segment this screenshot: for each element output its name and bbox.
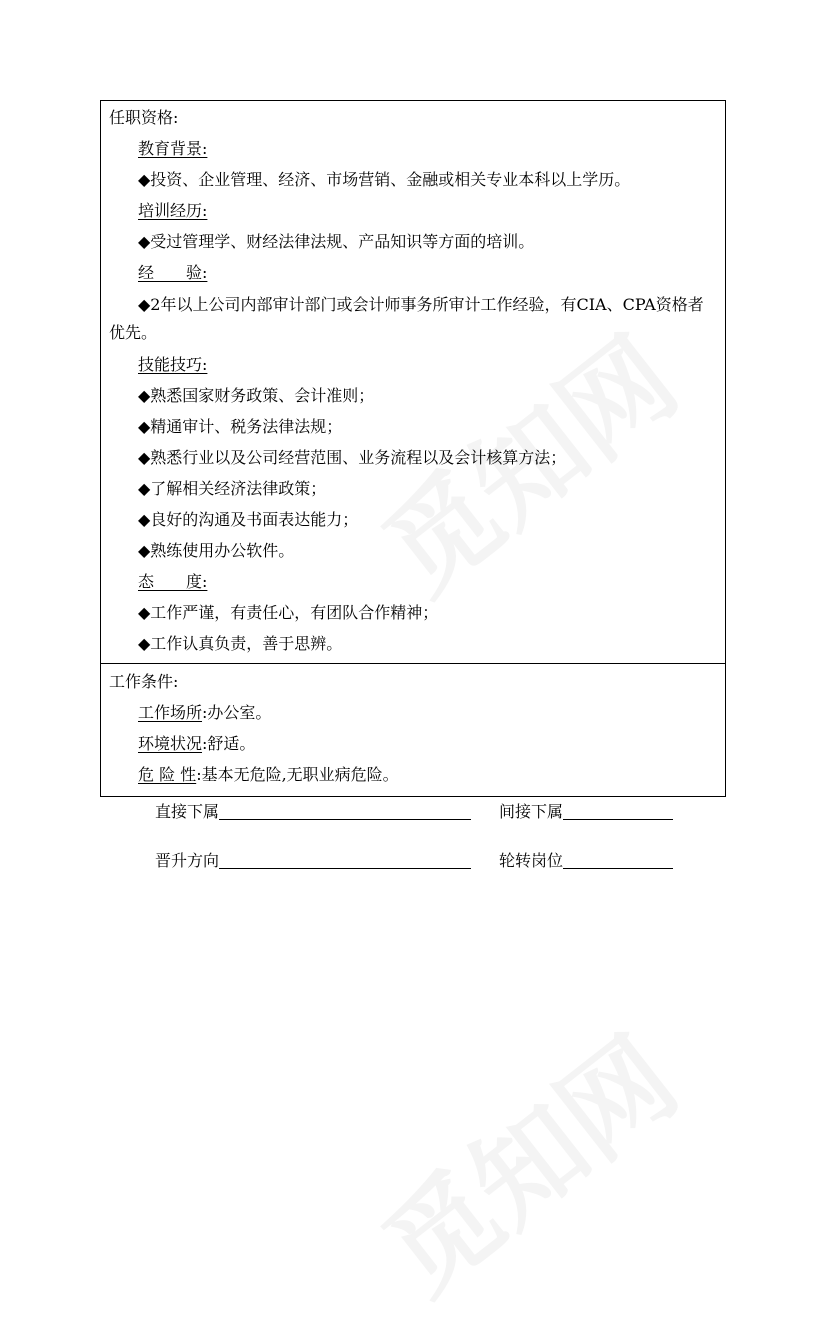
job-requirements-table (100, 100, 726, 797)
list-item: ◆精通审计、税务法律法规； (138, 417, 343, 436)
list-item: ◆熟练使用办公软件。 (138, 541, 295, 560)
hazard-value: :基本无危险,无职业病危险。 (196, 765, 399, 784)
promotion-label: 晋升方向 (155, 851, 220, 870)
direct-subordinate-blank[interactable] (219, 797, 471, 820)
rotation-blank[interactable] (563, 846, 673, 869)
watermark (346, 995, 703, 1323)
footer-row-career (155, 846, 715, 876)
attitude-label: 态 度: (138, 572, 208, 591)
list-item: ◆良好的沟通及书面表达能力； (138, 510, 359, 529)
conditions-heading: 工作条件: (109, 672, 179, 691)
environment-label: 环境状况 (138, 734, 203, 753)
footer-row-subordinates (155, 797, 715, 827)
experience-label: 经 验: (138, 263, 208, 282)
place-value: :办公室。 (202, 703, 272, 722)
training-label: 培训经历: (138, 201, 208, 220)
condition-row (109, 697, 717, 728)
list-item: ◆投资、企业管理、经济、市场营销、金融或相关专业本科以上学历。 (138, 170, 631, 189)
education-label: 教育背景: (138, 139, 208, 158)
qualifications-heading: 任职资格: (109, 108, 179, 127)
list-item: ◆了解相关经济法律政策； (138, 479, 327, 498)
list-item: ◆工作认真负责，善于思辨。 (138, 634, 343, 653)
skills-label: 技能技巧: (138, 355, 208, 374)
conditions-section (101, 663, 725, 796)
list-item: ◆受过管理学、财经法律法规、产品知识等方面的培训。 (138, 232, 535, 251)
list-item: ◆工作严谨，有责任心，有团队合作精神； (138, 603, 439, 622)
condition-row (109, 759, 717, 790)
environment-value: :舒适。 (202, 734, 256, 753)
hazard-label: 危 险 性 (138, 765, 197, 784)
indirect-subordinate-blank[interactable] (563, 797, 673, 820)
list-item: ◆熟悉行业以及公司经营范围、业务流程以及会计核算方法； (138, 448, 567, 467)
promotion-blank[interactable] (219, 846, 471, 869)
list-item: ◆熟悉国家财务政策、会计准则； (138, 386, 375, 405)
place-label: 工作场所 (138, 703, 203, 722)
rotation-label: 轮转岗位 (499, 851, 564, 870)
indirect-subordinate-label: 间接下属 (499, 802, 564, 821)
qualifications-section (101, 101, 725, 663)
direct-subordinate-label: 直接下属 (155, 802, 220, 821)
condition-row (109, 728, 717, 759)
list-item: ◆2年以上公司内部审计部门或会计师事务所审计工作经验，有CIA、CPA资格者优先。 (109, 295, 704, 342)
